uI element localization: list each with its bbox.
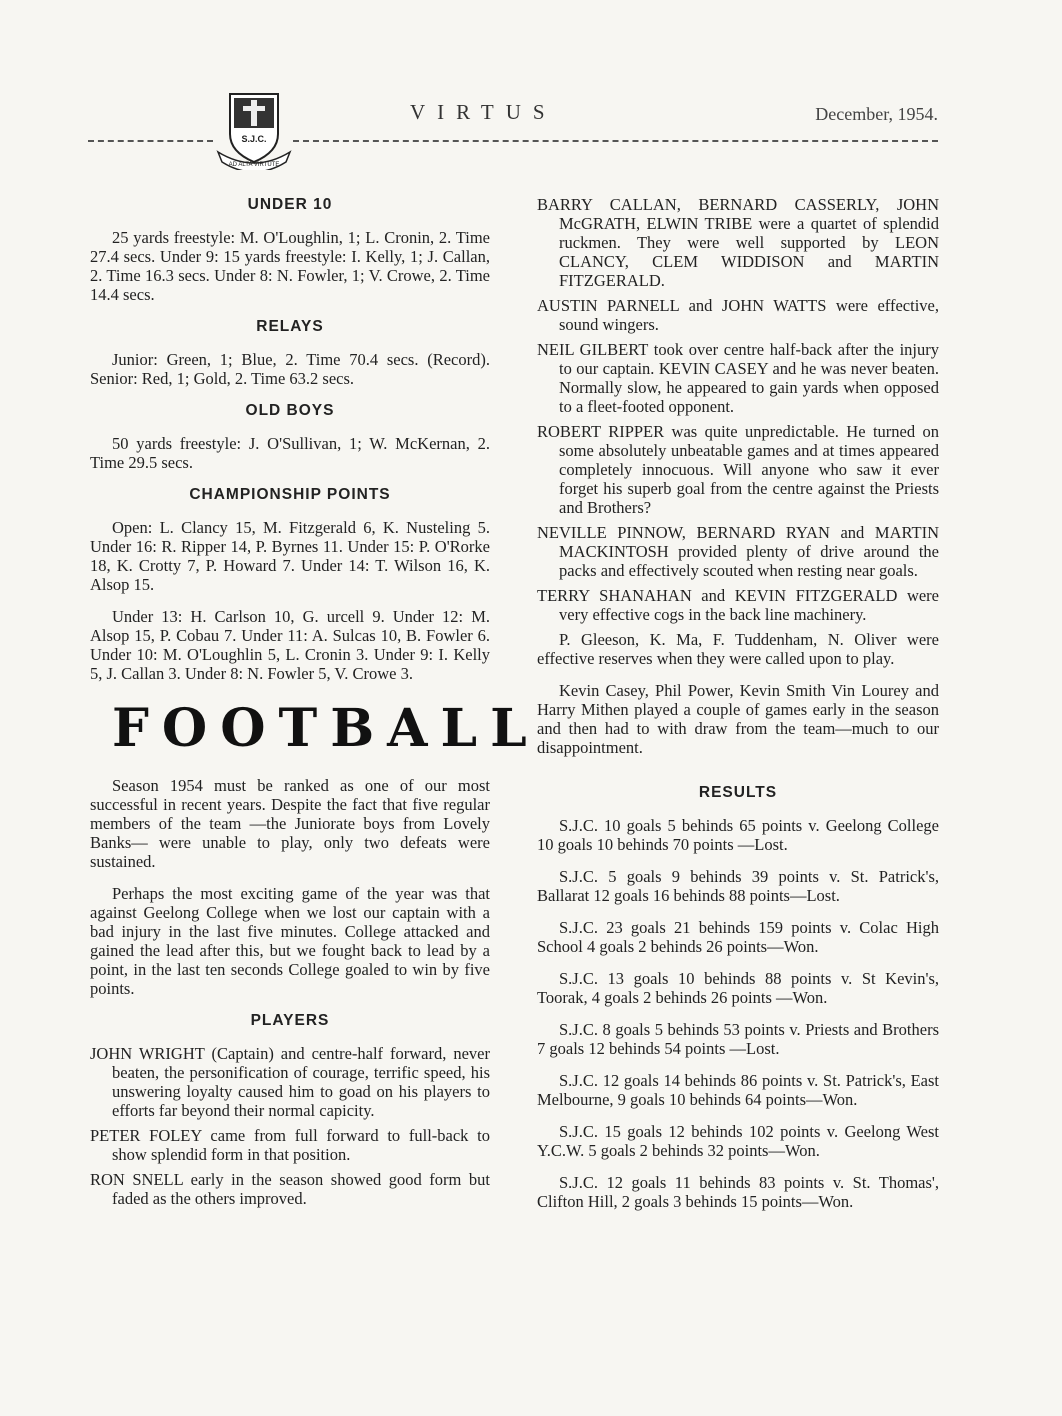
relays-text: Junior: Green, 1; Blue, 2. Time 70.4 secs. (Record). Senior: Red, 1; Gold, 2. Time 63.2 secs.	[90, 350, 490, 388]
reserves-text: P. Gleeson, K. Ma, F. Tuddenham, N. Oliver were effective reserves when they were called upon to play.	[537, 630, 939, 668]
header-rule-left	[88, 140, 213, 142]
championship-text-1: Open: L. Clancy 15, M. Fitzgerald 6, K. Nusteling 5. Under 16: R. Ripper 14, P. Byrnes 11. Under 15: P. O'Rorke 18, K. Crotty 7, P. Howard 7. Under 14: T. Wilson 16, K. Alsop 15.	[90, 518, 490, 594]
player-entry: TERRY SHANAHAN and KEVIN FITZGERALD were very effective cogs in the back line machinery.	[537, 586, 939, 624]
header-rule-right	[293, 140, 938, 142]
result-entry: S.J.C. 5 goals 9 behinds 39 points v. St. Patrick's, Ballarat 12 goals 16 behinds 88 points—Lost.	[537, 867, 939, 905]
page-header	[88, 90, 938, 170]
svg-text:S.J.C.: S.J.C.	[241, 134, 267, 144]
right-column	[537, 195, 939, 1224]
under10-heading: UNDER 10	[247, 196, 333, 213]
championship-heading: CHAMPIONSHIP POINTS	[189, 486, 391, 503]
early-season-text: Kevin Casey, Phil Power, Kevin Smith Vin Lourey and Harry Mithen played a couple of games early in the season and then had to with draw from the team—much to our disappointment.	[537, 681, 939, 757]
result-entry: S.J.C. 12 goals 14 behinds 86 points v. St. Patrick's, East Melbourne, 9 goals 10 behinds 64 points—Won.	[537, 1071, 939, 1109]
issue-date: December, 1954.	[815, 104, 938, 124]
player-entry: NEVILLE PINNOW, BERNARD RYAN and MARTIN MACKINTOSH provided plenty of drive around the packs and effectively scouted when resting near goals.	[537, 523, 939, 580]
result-entry: S.J.C. 12 goals 11 behinds 83 points v. St. Thomas', Clifton Hill, 2 goals 3 behinds 15 points—Won.	[537, 1173, 939, 1211]
under10-text: 25 yards freestyle: M. O'Loughlin, 1; L. Cronin, 2. Time 27.4 secs. Under 9: 15 yards freestyle: I. Kelly, 1; J. Callan, 2. Time 16.3 secs. Under 8: N. Fowler, 1; V. Crowe, 2. Time 14.4 secs.	[90, 228, 490, 304]
relays-heading: RELAYS	[256, 318, 324, 335]
results-heading: RESULTS	[698, 784, 778, 801]
result-entry: S.J.C. 13 goals 10 behinds 88 points v. St Kevin's, Toorak, 4 goals 2 behinds 26 points —Won.	[537, 969, 939, 1007]
old-boys-heading: OLD BOYS	[245, 402, 335, 419]
championship-text-2: Under 13: H. Carlson 10, G. urcell 9. Under 12: M. Alsop 15, P. Cobau 7. Under 11: A. Sulcas 10, B. Fowler 6. Under 10: M. O'Loughlin 5, L. Cronin 3. Under 9: I. Kelly 5, J. Callan 3. Under 8: N. Fowler 5, V. Crowe 3.	[90, 607, 490, 683]
player-entry: NEIL GILBERT took over centre half-back after the injury to our captain. KEVIN CASEY and he was never beaten. Normally slow, he appeared to gain yards when opposed to a fleet-footed opponent.	[537, 340, 939, 416]
result-entry: S.J.C. 15 goals 12 behinds 102 points v. Geelong West Y.C.W. 5 goals 2 behinds 32 points—Won.	[537, 1122, 939, 1160]
school-crest-icon	[216, 90, 292, 170]
old-boys-text: 50 yards freestyle: J. O'Sullivan, 1; W. McKernan, 2. Time 29.5 secs.	[90, 434, 490, 472]
player-entry: JOHN WRIGHT (Captain) and centre-half forward, never beaten, the personification of courage, terrific speed, his unswering loyalty caused him to goad on his players to efforts far beyond their normal capicity.	[90, 1044, 490, 1120]
player-entry: BARRY CALLAN, BERNARD CASSERLY, JOHN McGRATH, ELWIN TRIBE were a quartet of splendid ruckmen. They were well supported by LEON CLANCY, CLEM WIDDISON and MARTIN FITZGERALD.	[537, 195, 939, 290]
football-intro-2: Perhaps the most exciting game of the year was that against Geelong College when we lost our captain with a bad injury in the last five minutes. College attacked and gained the lead after this, but we fought back to lead by a point, in the last ten seconds College goaled to win by five points.	[90, 884, 490, 998]
left-column	[90, 195, 540, 1214]
player-entry: ROBERT RIPPER was quite unpredictable. He turned on some absolutely unbeatable games and at times appeared completely innocuous. Will anyone who saw it ever forget his superb goal from the centre against the Priests and Brothers?	[537, 422, 939, 517]
result-entry: S.J.C. 23 goals 21 behinds 159 points v. Colac High School 4 goals 2 behinds 26 points—Won.	[537, 918, 939, 956]
svg-text:AD ALTA VIRTUTE: AD ALTA VIRTUTE	[228, 162, 280, 168]
result-entry: S.J.C. 8 goals 5 behinds 53 points v. Priests and Brothers 7 goals 12 behinds 54 points —Lost.	[537, 1020, 939, 1058]
player-entry: AUSTIN PARNELL and JOHN WATTS were effective, sound wingers.	[537, 296, 939, 334]
magazine-title: VIRTUS	[410, 100, 557, 124]
player-entry: PETER FOLEY came from full forward to full-back to show splendid form in that position.	[90, 1126, 490, 1164]
players-heading: PLAYERS	[250, 1012, 330, 1029]
football-intro-1: Season 1954 must be ranked as one of our most successful in recent years. Despite the fact that five regular members of the team —the Juniorate boys from Lovely Banks— were unable to play, only two defeats were sustained.	[90, 776, 490, 871]
football-heading: FOOTBALL	[112, 698, 540, 759]
player-entry: RON SNELL early in the season showed good form but faded as the others improved.	[90, 1170, 490, 1208]
result-entry: S.J.C. 10 goals 5 behinds 65 points v. Geelong College 10 goals 10 behinds 70 points —Lost.	[537, 816, 939, 854]
